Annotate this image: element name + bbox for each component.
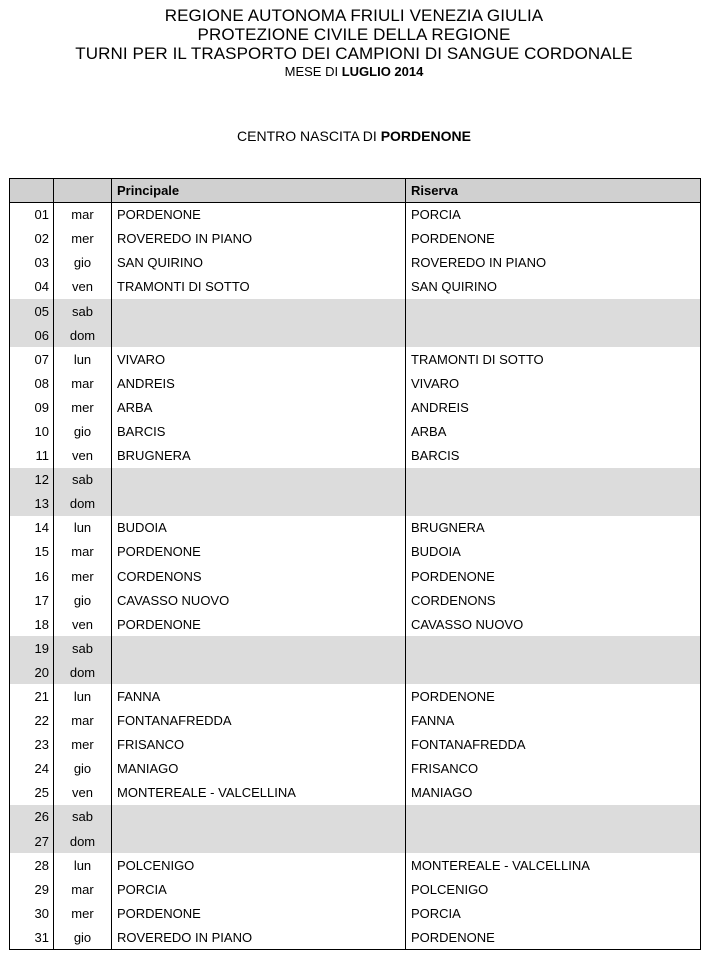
riserva-cell: [406, 323, 701, 347]
principale-cell: PORDENONE: [112, 612, 406, 636]
table-row: [10, 757, 701, 781]
table-row: [10, 853, 701, 877]
day-number-cell: 26: [10, 805, 54, 829]
table-row: [10, 733, 701, 757]
table-row: [10, 251, 701, 275]
day-number-cell: 20: [10, 660, 54, 684]
weekday-cell: lun: [54, 516, 112, 540]
riserva-cell: FANNA: [406, 709, 701, 733]
weekday-cell: dom: [54, 492, 112, 516]
region-title: REGIONE AUTONOMA FRIULI VENEZIA GIULIA: [164, 6, 544, 25]
weekday-cell: mer: [54, 227, 112, 251]
center-name: PORDENONE: [380, 128, 471, 144]
day-number-cell: 12: [10, 468, 54, 492]
day-number-cell: 25: [10, 781, 54, 805]
weekday-cell: mar: [54, 371, 112, 395]
principale-cell: PORDENONE: [112, 203, 406, 227]
riserva-cell: BUDOIA: [406, 540, 701, 564]
weekday-cell: dom: [54, 829, 112, 853]
riserva-cell: MONTEREALE - VALCELLINA: [406, 853, 701, 877]
weekday-cell: lun: [54, 684, 112, 708]
table-row: [10, 299, 701, 323]
table-row: [10, 901, 701, 925]
riserva-cell: [406, 492, 701, 516]
riserva-cell: PORDENONE: [406, 227, 701, 251]
riserva-cell: BRUGNERA: [406, 516, 701, 540]
weekday-cell: dom: [54, 323, 112, 347]
weekday-cell: mer: [54, 395, 112, 419]
schedule-body: [10, 203, 701, 950]
principale-cell: FONTANAFREDDA: [112, 709, 406, 733]
principale-cell: [112, 636, 406, 660]
table-row: [10, 444, 701, 468]
principale-cell: [112, 299, 406, 323]
riserva-cell: PORDENONE: [406, 684, 701, 708]
day-number-cell: 18: [10, 612, 54, 636]
weekday-cell: gio: [54, 757, 112, 781]
day-number-cell: 03: [10, 251, 54, 275]
table-row: [10, 347, 701, 371]
riserva-cell: [406, 636, 701, 660]
principale-cell: SAN QUIRINO: [112, 251, 406, 275]
table-row: [10, 395, 701, 419]
table-row: [10, 684, 701, 708]
table-row: [10, 323, 701, 347]
day-number-cell: 30: [10, 901, 54, 925]
principale-cell: PORDENONE: [112, 901, 406, 925]
weekday-cell: lun: [54, 347, 112, 371]
weekday-cell: gio: [54, 251, 112, 275]
riserva-cell: VIVARO: [406, 371, 701, 395]
riserva-cell: ARBA: [406, 419, 701, 443]
weekday-cell: sab: [54, 636, 112, 660]
principale-cell: FANNA: [112, 684, 406, 708]
principale-cell: [112, 468, 406, 492]
day-number-cell: 10: [10, 419, 54, 443]
riserva-cell: SAN QUIRINO: [406, 275, 701, 299]
day-number-cell: 08: [10, 371, 54, 395]
birth-center-title: [0, 128, 708, 144]
principale-cell: [112, 805, 406, 829]
month-prefix: MESE DI: [284, 64, 342, 79]
weekday-cell: mer: [54, 901, 112, 925]
riserva-cell: ANDREIS: [406, 395, 701, 419]
weekday-cell: ven: [54, 444, 112, 468]
column-header-day: [54, 179, 112, 203]
principale-cell: [112, 492, 406, 516]
weekday-cell: mar: [54, 203, 112, 227]
schedule-table: [9, 178, 701, 950]
riserva-cell: [406, 660, 701, 684]
principale-cell: MONTEREALE - VALCELLINA: [112, 781, 406, 805]
table-row: [10, 781, 701, 805]
weekday-cell: ven: [54, 612, 112, 636]
day-number-cell: 11: [10, 444, 54, 468]
weekday-cell: mar: [54, 540, 112, 564]
riserva-cell: [406, 299, 701, 323]
month-value: LUGLIO 2014: [341, 64, 424, 79]
principale-cell: PORDENONE: [112, 540, 406, 564]
table-row: [10, 275, 701, 299]
riserva-cell: CAVASSO NUOVO: [406, 612, 701, 636]
day-number-cell: 27: [10, 829, 54, 853]
day-number-cell: 22: [10, 709, 54, 733]
weekday-cell: dom: [54, 660, 112, 684]
weekday-cell: mar: [54, 877, 112, 901]
principale-cell: VIVARO: [112, 347, 406, 371]
principale-cell: BUDOIA: [112, 516, 406, 540]
weekday-cell: gio: [54, 419, 112, 443]
day-number-cell: 13: [10, 492, 54, 516]
table-row: [10, 371, 701, 395]
day-number-cell: 31: [10, 925, 54, 949]
principale-cell: POLCENIGO: [112, 853, 406, 877]
weekday-cell: sab: [54, 299, 112, 323]
day-number-cell: 23: [10, 733, 54, 757]
day-number-cell: 21: [10, 684, 54, 708]
day-number-cell: 19: [10, 636, 54, 660]
riserva-cell: PORCIA: [406, 203, 701, 227]
principale-cell: ARBA: [112, 395, 406, 419]
day-number-cell: 02: [10, 227, 54, 251]
table-row: [10, 636, 701, 660]
weekday-cell: mer: [54, 564, 112, 588]
riserva-cell: POLCENIGO: [406, 877, 701, 901]
table-row: [10, 877, 701, 901]
table-row: [10, 660, 701, 684]
principale-cell: CAVASSO NUOVO: [112, 588, 406, 612]
riserva-cell: PORCIA: [406, 901, 701, 925]
riserva-cell: [406, 829, 701, 853]
riserva-cell: FONTANAFREDDA: [406, 733, 701, 757]
table-row: [10, 805, 701, 829]
principale-cell: BRUGNERA: [112, 444, 406, 468]
weekday-cell: lun: [54, 853, 112, 877]
center-prefix: CENTRO NASCITA DI: [237, 128, 381, 144]
table-row: [10, 709, 701, 733]
day-number-cell: 07: [10, 347, 54, 371]
principale-cell: ANDREIS: [112, 371, 406, 395]
table-row: [10, 829, 701, 853]
principale-cell: [112, 660, 406, 684]
day-number-cell: 14: [10, 516, 54, 540]
table-row: [10, 540, 701, 564]
column-header-principale: Principale: [112, 179, 406, 203]
weekday-cell: sab: [54, 805, 112, 829]
day-number-cell: 28: [10, 853, 54, 877]
day-number-cell: 06: [10, 323, 54, 347]
weekday-cell: gio: [54, 588, 112, 612]
principale-cell: ROVEREDO IN PIANO: [112, 925, 406, 949]
column-header-riserva: Riserva: [406, 179, 701, 203]
riserva-cell: PORDENONE: [406, 925, 701, 949]
day-number-cell: 09: [10, 395, 54, 419]
table-row: [10, 588, 701, 612]
day-number-cell: 16: [10, 564, 54, 588]
day-number-cell: 29: [10, 877, 54, 901]
table-row: [10, 203, 701, 227]
column-header-number: [10, 179, 54, 203]
table-row: [10, 227, 701, 251]
riserva-cell: CORDENONS: [406, 588, 701, 612]
principale-cell: [112, 323, 406, 347]
weekday-cell: ven: [54, 275, 112, 299]
principale-cell: ROVEREDO IN PIANO: [112, 227, 406, 251]
document-header: [0, 6, 708, 80]
table-row: [10, 612, 701, 636]
day-number-cell: 01: [10, 203, 54, 227]
day-number-cell: 05: [10, 299, 54, 323]
principale-cell: CORDENONS: [112, 564, 406, 588]
agency-title: PROTEZIONE CIVILE DELLA REGIONE: [197, 25, 511, 44]
riserva-cell: BARCIS: [406, 444, 701, 468]
table-row: [10, 516, 701, 540]
table-row: [10, 419, 701, 443]
table-row: [10, 492, 701, 516]
day-number-cell: 15: [10, 540, 54, 564]
principale-cell: PORCIA: [112, 877, 406, 901]
principale-cell: [112, 829, 406, 853]
table-header-row: [10, 179, 701, 203]
month-line: [0, 64, 708, 80]
principale-cell: FRISANCO: [112, 733, 406, 757]
principale-cell: BARCIS: [112, 419, 406, 443]
weekday-cell: ven: [54, 781, 112, 805]
riserva-cell: MANIAGO: [406, 781, 701, 805]
riserva-cell: PORDENONE: [406, 564, 701, 588]
riserva-cell: ROVEREDO IN PIANO: [406, 251, 701, 275]
principale-cell: TRAMONTI DI SOTTO: [112, 275, 406, 299]
table-row: [10, 925, 701, 949]
riserva-cell: [406, 468, 701, 492]
riserva-cell: FRISANCO: [406, 757, 701, 781]
day-number-cell: 17: [10, 588, 54, 612]
weekday-cell: gio: [54, 925, 112, 949]
riserva-cell: TRAMONTI DI SOTTO: [406, 347, 701, 371]
riserva-cell: [406, 805, 701, 829]
day-number-cell: 04: [10, 275, 54, 299]
day-number-cell: 24: [10, 757, 54, 781]
weekday-cell: mer: [54, 733, 112, 757]
principale-cell: MANIAGO: [112, 757, 406, 781]
weekday-cell: mar: [54, 709, 112, 733]
table-row: [10, 468, 701, 492]
table-row: [10, 564, 701, 588]
document-title: TURNI PER IL TRASPORTO DEI CAMPIONI DI SANGUE CORDONALE: [75, 44, 633, 63]
weekday-cell: sab: [54, 468, 112, 492]
